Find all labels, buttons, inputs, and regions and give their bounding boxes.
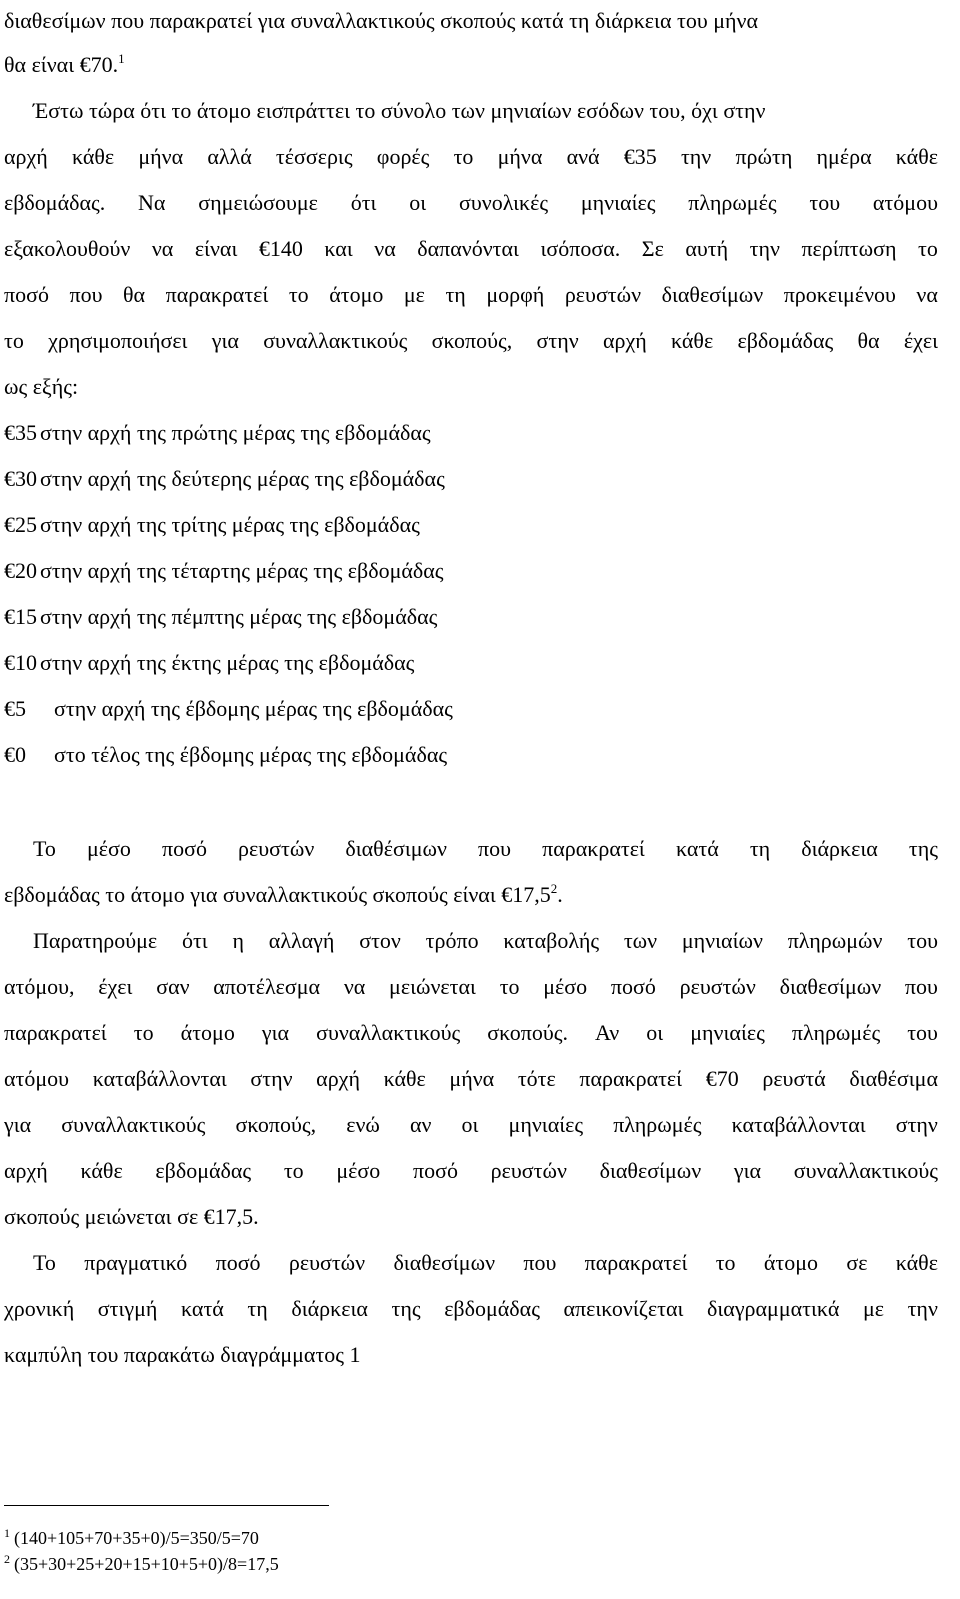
text-line: Έστω τώρα ότι το άτομο εισπράττει το σύνολο των μηνιαίων εσόδων του, όχι στην [33, 98, 766, 123]
word: θα [123, 282, 146, 307]
word: ποσό [610, 974, 656, 999]
word: παρακρατεί [165, 282, 269, 307]
list-item [4, 650, 938, 676]
word: ενώ [346, 1112, 380, 1137]
word: Αν [595, 1020, 620, 1045]
word: έχει [903, 328, 938, 353]
word: αρχή [602, 328, 647, 353]
word: καταβολής [503, 928, 600, 953]
word: εβδομάδας [737, 328, 834, 353]
word: ποσό [162, 836, 207, 861]
word: στιγμή [97, 1296, 158, 1321]
text-line [4, 1020, 938, 1046]
word: κατά [181, 1296, 224, 1321]
word: πληρωμές [791, 1020, 881, 1045]
word: μηνιαίων [681, 928, 763, 953]
word: ισόποσα. [540, 236, 621, 261]
word: χρονική [4, 1296, 75, 1321]
text-line [4, 1112, 938, 1138]
word: το [715, 1250, 736, 1275]
word: προκειμένου [783, 282, 896, 307]
word: θα [857, 328, 880, 353]
footnote [4, 1527, 259, 1549]
footnote-separator [4, 1505, 329, 1506]
list-amount: €20 [4, 558, 37, 583]
word: εβδομάδας. [4, 190, 106, 215]
word: κάθε [895, 144, 938, 169]
word: οι [461, 1112, 479, 1137]
word: ποσό [215, 1250, 261, 1275]
word: μειώνεται [389, 974, 476, 999]
list-item [4, 420, 938, 446]
list-text: στην αρχή της πέμπτης μέρας της εβδομάδας [40, 604, 438, 629]
word: το [499, 974, 520, 999]
footnote-ref: 1 [118, 51, 125, 66]
text-line [4, 328, 938, 354]
word: €35 [623, 144, 657, 169]
word: σκοπούς, [235, 1112, 317, 1137]
word: ατόμου, [4, 974, 75, 999]
word: διαθέσιμων [345, 836, 447, 861]
word: ότι [181, 928, 208, 953]
text-line [4, 190, 938, 216]
word: πραγματικό [84, 1250, 188, 1275]
list-text: στο τέλος της έβδομης μέρας της εβδομάδας [54, 742, 448, 767]
list-item [4, 604, 938, 630]
word: καταβάλλονται [731, 1112, 866, 1137]
word: παρακρατεί [4, 1020, 107, 1045]
word: τη [445, 282, 466, 307]
word: αρχή [316, 1066, 360, 1091]
word: τέσσερις [275, 144, 353, 169]
word: ανά [566, 144, 600, 169]
word: αλλαγή [268, 928, 335, 953]
list-amount: €15 [4, 604, 37, 629]
word: εβδομάδας [155, 1158, 252, 1183]
word: το [453, 144, 474, 169]
word: ποσό [412, 1158, 458, 1183]
word: του [907, 928, 938, 953]
text-line [33, 1250, 938, 1276]
list-text: στην αρχή της έβδομης μέρας της εβδομάδας [54, 696, 453, 721]
word: στην [536, 328, 579, 353]
word: άτομο [329, 282, 384, 307]
word: μέσο [87, 836, 131, 861]
word: πρώτη [735, 144, 793, 169]
word: άτομο [763, 1250, 819, 1275]
word: για [261, 1020, 290, 1045]
word: οι [409, 190, 427, 215]
word: το [288, 282, 309, 307]
word: μήνα [449, 1066, 495, 1091]
text-line [4, 282, 938, 308]
word: ρευστών [490, 1158, 567, 1183]
footnote-number: 1 [4, 1526, 10, 1540]
word: διαθεσίμων [393, 1250, 496, 1275]
word: στον [359, 928, 401, 953]
word: €140 [258, 236, 303, 261]
word: φορές [376, 144, 430, 169]
word: την [907, 1296, 938, 1321]
word: η [232, 928, 245, 953]
word: ποσό [4, 282, 49, 307]
text-line [33, 836, 938, 862]
text-line [4, 236, 938, 262]
word: ρευστά [762, 1066, 826, 1091]
word: του [809, 190, 841, 215]
list-text: στην αρχή της τέταρτης μέρας της εβδομάδας [40, 558, 444, 583]
footnote-text: (140+105+70+35+0)/5=350/5=70 [14, 1528, 259, 1548]
word: για [211, 328, 239, 353]
word: στην [895, 1112, 938, 1137]
text-line [4, 1296, 938, 1322]
word: την [749, 236, 780, 261]
word: διαθέσιμα [849, 1066, 938, 1091]
text-line [4, 974, 938, 1000]
word: διαθεσίμων [661, 282, 764, 307]
word: που [523, 1250, 557, 1275]
word: Σε [641, 236, 664, 261]
word: σημειώσουμε [198, 190, 318, 215]
word: μορφή [486, 282, 545, 307]
word: την [680, 144, 712, 169]
word: Να [138, 190, 166, 215]
word: τη [749, 836, 771, 861]
word: το [4, 328, 24, 353]
list-amount: €35 [4, 420, 37, 445]
word: €70 [705, 1066, 739, 1091]
list-text: στην αρχή της δεύτερης μέρας της εβδομάδας [40, 466, 445, 491]
word: ατόμου [4, 1066, 70, 1091]
list-text: στην αρχή της τρίτης μέρας της εβδομάδας [40, 512, 420, 537]
list-amount: €25 [4, 512, 37, 537]
word: για [4, 1112, 32, 1137]
word: του [907, 1020, 938, 1045]
word: μηνιαίες [508, 1112, 584, 1137]
word: παρακρατεί [584, 1250, 688, 1275]
list-amount: €0 [4, 742, 26, 767]
footnote [4, 1553, 279, 1575]
word: έχει [98, 974, 133, 999]
list-amount: €5 [4, 696, 26, 721]
word: απεικονίζεται [563, 1296, 684, 1321]
footnote-ref: 2 [550, 881, 558, 896]
word: με [403, 282, 425, 307]
list-item [4, 558, 938, 584]
word: να [916, 282, 938, 307]
word: κάθε [383, 1066, 426, 1091]
word: να [374, 236, 396, 261]
word: ότι [350, 190, 377, 215]
text-line [4, 52, 938, 78]
word: παρακρατεί [579, 1066, 683, 1091]
list-item [4, 742, 938, 768]
list-item [4, 466, 938, 492]
footnote-text: (35+30+25+20+15+10+5+0)/8=17,5 [14, 1554, 279, 1574]
word: μέσο [336, 1158, 381, 1183]
word: αν [409, 1112, 432, 1137]
word: κάθε [895, 1250, 938, 1275]
text-fragment: θα είναι €70. [4, 52, 119, 77]
word: και [324, 236, 353, 261]
word: το [918, 236, 938, 261]
word: να [151, 236, 174, 261]
text-line: διαθεσίμων που παρακρατεί για συναλλακτικούς σκοπούς κατά τη διάρκεια του μήνα [4, 8, 758, 33]
text-line [33, 928, 938, 954]
word: αυτή [685, 236, 729, 261]
text-line: σκοπούς μειώνεται σε €17,5. [4, 1204, 259, 1229]
word: Παρατηρούμε [33, 928, 158, 953]
word: με [862, 1296, 884, 1321]
word: αρχή [4, 144, 48, 169]
list-amount: €30 [4, 466, 37, 491]
word: κατά [675, 836, 719, 861]
word: εξακολουθούν [4, 236, 131, 261]
word: διαθεσίμων [779, 974, 882, 999]
word: σκοπούς. [487, 1020, 568, 1045]
word: συναλλακτικούς [263, 328, 408, 353]
word: αποτέλεσμα [213, 974, 321, 999]
word: διαγραμματικά [707, 1296, 840, 1321]
list-item [4, 696, 938, 722]
word: καταβάλλονται [92, 1066, 227, 1091]
list-amount: €10 [4, 650, 37, 675]
word: κάθε [80, 1158, 123, 1183]
text-line: ως εξής: [4, 374, 79, 399]
text-fragment: . [557, 882, 563, 907]
word: το [133, 1020, 154, 1045]
text-line [4, 1158, 938, 1184]
word: διάρκεια [801, 836, 878, 861]
word: πληρωμών [787, 928, 883, 953]
word: μέσο [543, 974, 588, 999]
word: άτομο [180, 1020, 235, 1045]
word: συνολικές [459, 190, 549, 215]
word: αλλά [207, 144, 252, 169]
word: Το [33, 1250, 56, 1275]
word: ρευστών [564, 282, 642, 307]
word: περίπτωση [801, 236, 897, 261]
word: πληρωμές [688, 190, 777, 215]
list-text: στην αρχή της έκτης μέρας της εβδομάδας [40, 650, 415, 675]
word: κάθε [671, 328, 714, 353]
word: που [478, 836, 512, 861]
word: μηνιαίες [580, 190, 656, 215]
word: πληρωμές [613, 1112, 702, 1137]
word: τότε [517, 1066, 556, 1091]
word: για [733, 1158, 762, 1183]
text-line [4, 882, 938, 908]
word: διάρκεια [291, 1296, 368, 1321]
word: σε [846, 1250, 868, 1275]
word: μήνα [138, 144, 184, 169]
word: Το [33, 836, 56, 861]
word: μήνα [497, 144, 543, 169]
word: παρακρατεί [542, 836, 645, 861]
text-line: καμπύλη του παρακάτω διαγράμματος 1 [4, 1342, 361, 1367]
word: της [391, 1296, 421, 1321]
word: σκοπούς, [431, 328, 513, 353]
word: στην [250, 1066, 293, 1091]
word: σαν [156, 974, 190, 999]
word: το [283, 1158, 304, 1183]
word: που [69, 282, 103, 307]
word: των [623, 928, 658, 953]
word: συναλλακτικούς [793, 1158, 938, 1183]
word: εβδομάδας [444, 1296, 540, 1321]
word: της [908, 836, 938, 861]
word: δαπανόνται [417, 236, 519, 261]
list-item [4, 512, 938, 538]
word: κάθε [71, 144, 115, 169]
word: που [904, 974, 938, 999]
word: συναλλακτικούς [61, 1112, 206, 1137]
word: ρευστών [679, 974, 756, 999]
word: αρχή [4, 1158, 48, 1183]
word: ρευστών [288, 1250, 366, 1275]
text-line [4, 1066, 938, 1092]
word: τρόπο [425, 928, 479, 953]
text-line [4, 144, 938, 170]
word: συναλλακτικούς [316, 1020, 461, 1045]
word: ρευστών [238, 836, 315, 861]
footnote-number: 2 [4, 1552, 10, 1566]
text-fragment: εβδομάδας το άτομο για συναλλακτικούς σκοπούς είναι €17,5 [4, 882, 551, 907]
word: είναι [194, 236, 238, 261]
word: τη [247, 1296, 268, 1321]
word: οι [646, 1020, 664, 1045]
word: χρησιμοποιήσει [48, 328, 188, 353]
word: διαθεσίμων [599, 1158, 702, 1183]
word: ατόμου [872, 190, 938, 215]
word: μηνιαίες [690, 1020, 765, 1045]
word: ημέρα [816, 144, 872, 169]
list-text: στην αρχή της πρώτης μέρας της εβδομάδας [40, 420, 431, 445]
word: να [343, 974, 366, 999]
